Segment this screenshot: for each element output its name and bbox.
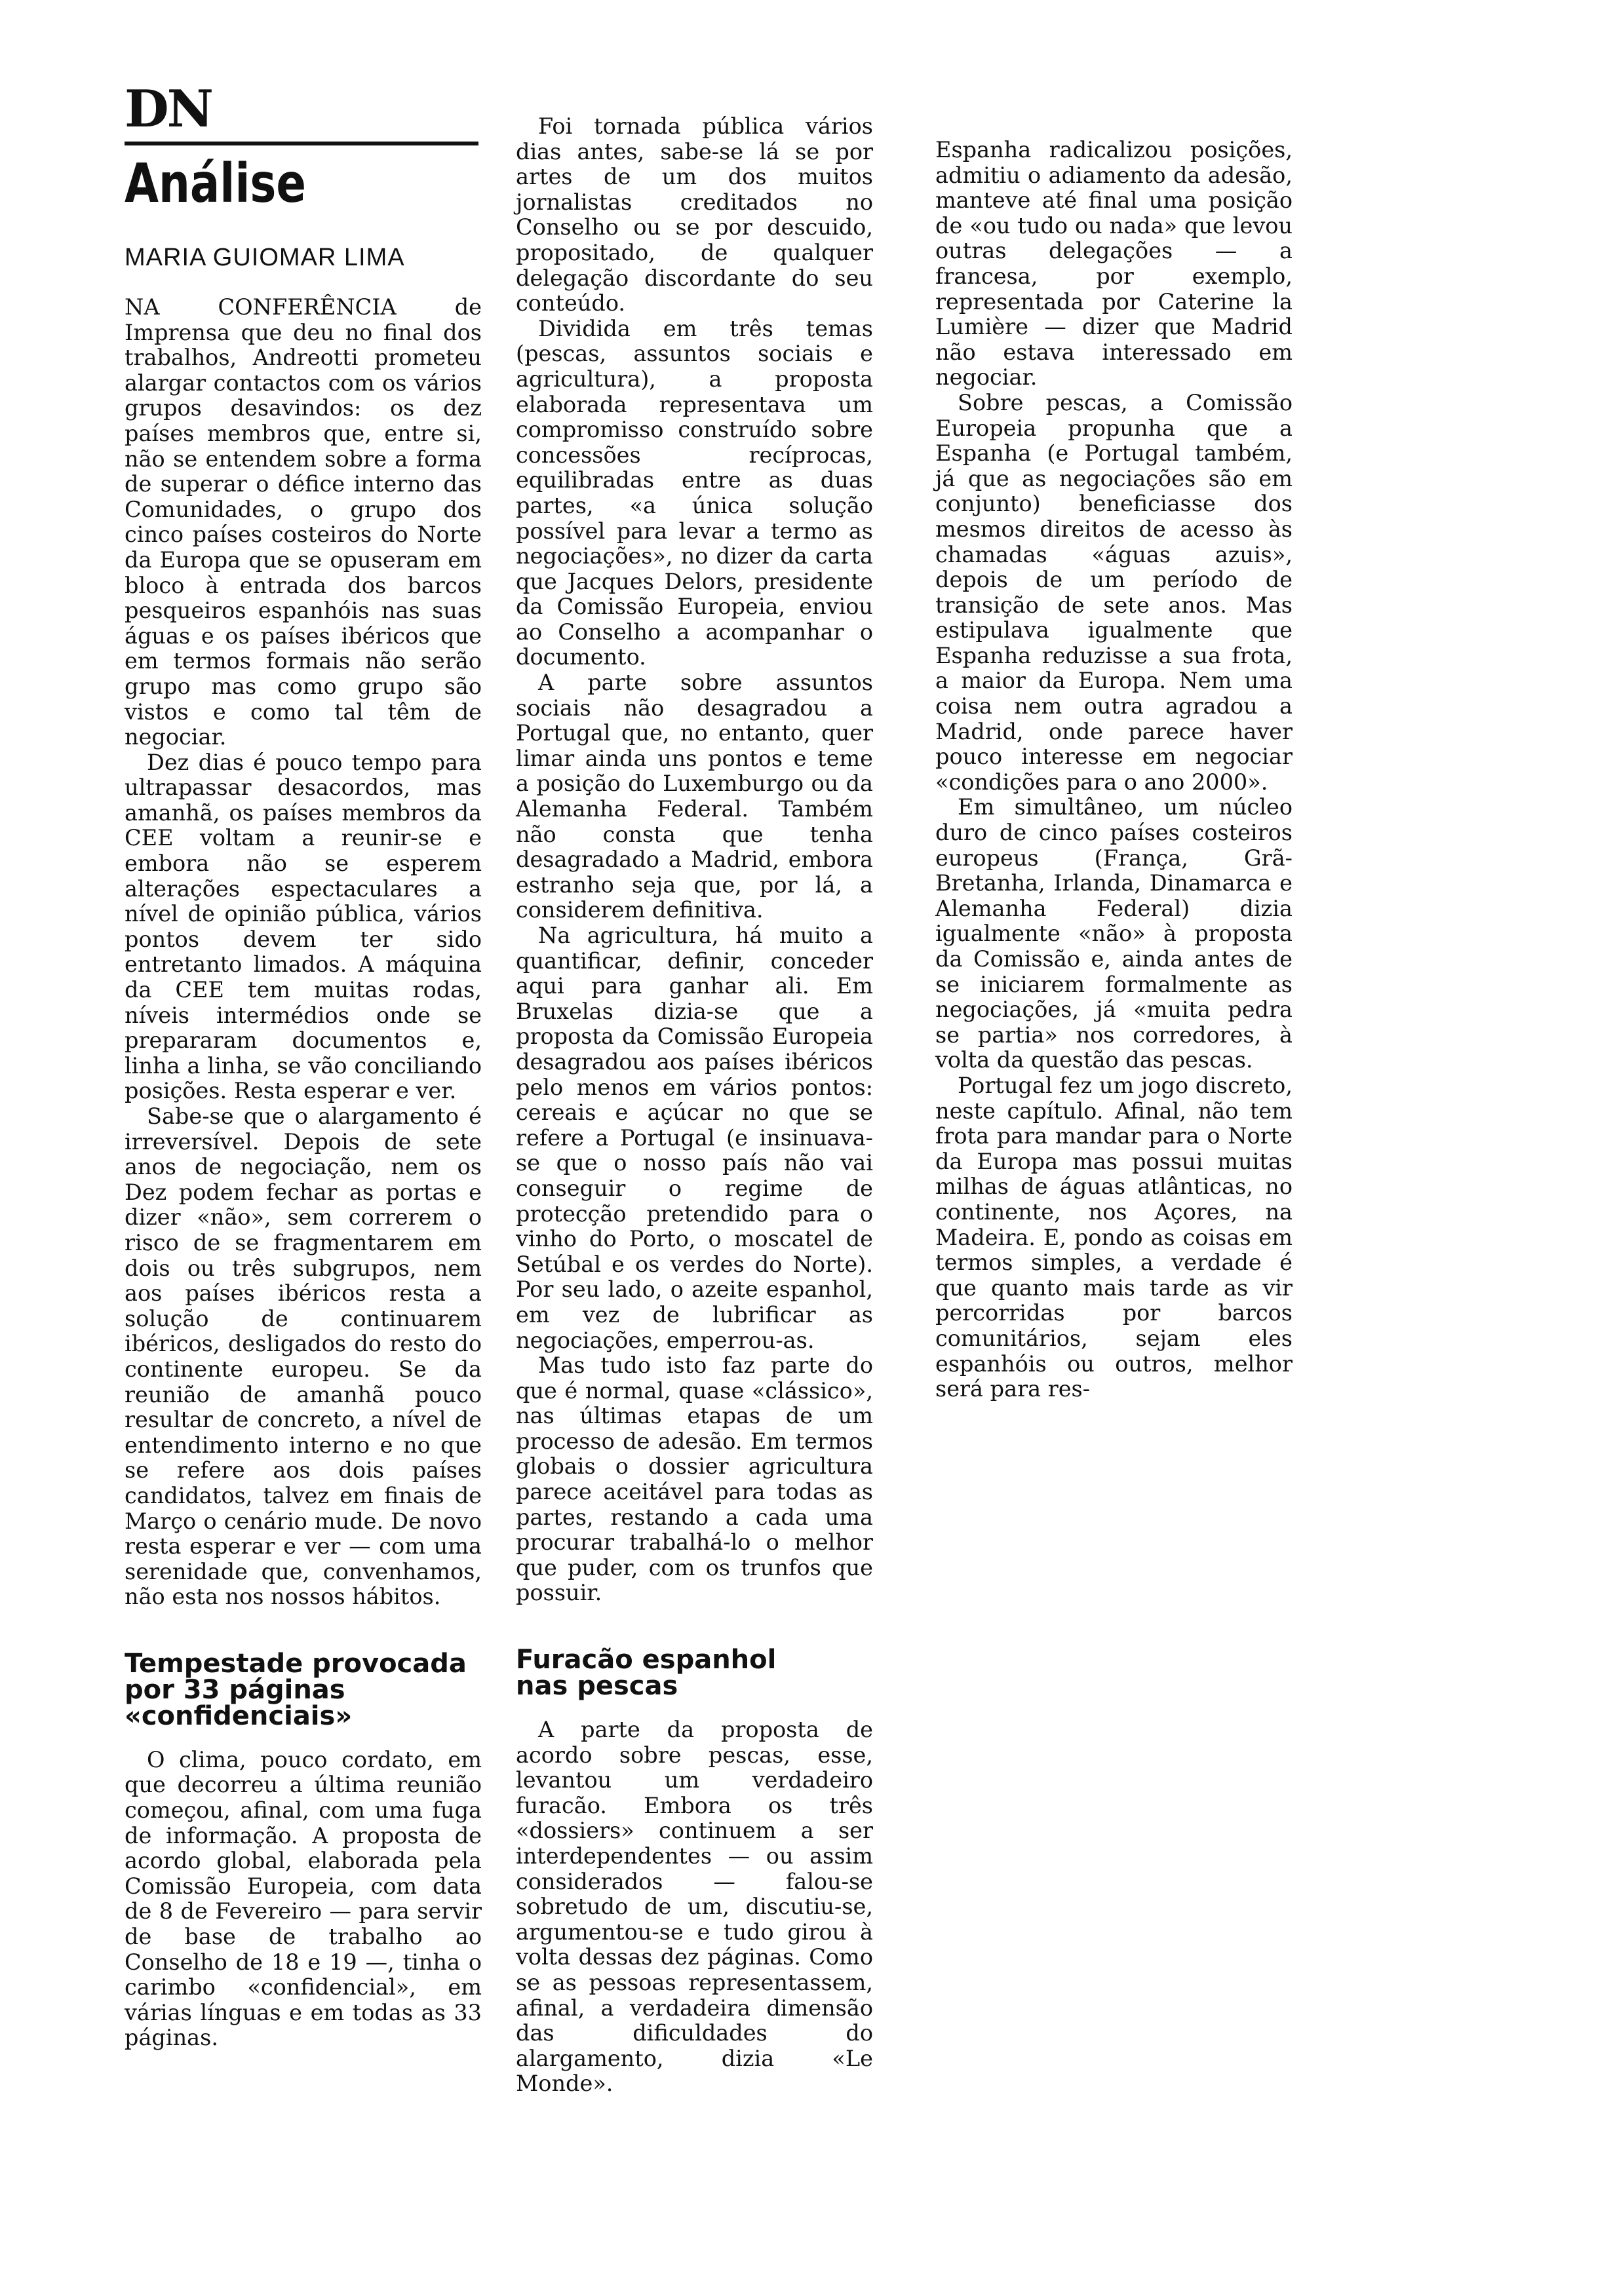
article-column-2 xyxy=(516,114,873,2097)
paragraph: Dez dias é pouco tempo para ultrapassar desacordos, mas amanhã, os países membros da CEE voltam a reunir-se e embora não se esperem alterações espectaculares a nível de opinião pública, vários pontos devem ter sido entretanto limados. A máquina da CEE tem muitas rodas, níveis intermédios onde se prepararam documentos e, linha a linha, se vão conciliando posições. Resta esperar e ver. xyxy=(125,749,482,1104)
subheading-line: Tempestade provocada xyxy=(125,1648,467,1679)
subheading-line: nas pescas xyxy=(516,1671,678,1702)
newspaper-logo: DN xyxy=(125,79,212,139)
paragraph: Foi tornada pública vários dias antes, sabe-se lá se por artes de um dos muitos jornalistas creditados no Conselho ou se por descuido, propositado, de qualquer delegação discordante do seu conteúdo. xyxy=(516,113,873,316)
masthead xyxy=(125,79,478,215)
paragraph: NA CONFERÊNCIA de Imprensa que deu no final dos trabalhos, Andreotti prometeu alargar contactos com os vários grupos desavindos: os dez países membros que, entre si, não se entendem sobre a forma de superar o défice interno das Comunidades, o grupo dos cinco países costeiros do Norte da Europa que se opuseram em bloco à entrada dos barcos pesqueiros espanhóis nas suas águas e os países ibéricos que em termos formais não serão grupo mas como grupo são vistos e como tal têm de negociar. xyxy=(125,294,482,750)
paragraph: O clima, pouco cordato, em que decorreu a última reunião começou, afinal, com uma fuga de informação. A proposta de acordo global, elaborada pela Comissão Europeia, com data de 8 de Fevereiro — para servir de base de trabalho ao Conselho de 18 e 19 —, tinha o carimbo «confidencial», em várias línguas e em todas as 33 páginas. xyxy=(125,1746,482,2051)
paragraph: A parte da proposta de acordo sobre pescas, esse, levantou um verdadeiro furacão. Embora os três «dossiers» continuem a ser interdependentes — ou assim considerados — falou-se sobretudo de um, discutiu-se, argumentou-se e tudo girou à volta dessas dez páginas. Como se as pessoas representassem, afinal, a verdadeira dimensão das dificuldades do alargamento, dizia «Le Monde». xyxy=(516,1717,873,2097)
subheading xyxy=(125,1648,482,1731)
subheading-line: «confidenciais» xyxy=(125,1700,353,1731)
paragraph: Portugal fez um jogo discreto, neste capítulo. Afinal, não tem frota para mandar para o Norte da Europa mas possui muitas milhas de águas atlânticas, no continente, nos Açores, na Madeira. E, pondo as coisas em termos simples, a verdade é que quanto mais tarde as vir percorridas por barcos comunitários, sejam eles espanhóis ou outros, melhor será para res- xyxy=(935,1072,1293,1402)
subheading-line: Furacão espanhol xyxy=(516,1645,777,1675)
byline: MARIA GUIOMAR LIMA xyxy=(125,244,405,271)
paragraph: Mas tudo isto faz parte do que é normal, quase «clássico», nas últimas etapas de um processo de adesão. Em termos globais o dossier agricultura parece aceitável para todas as partes, restando a cada uma procurar trabalhá-lo o melhor que puder, com os trunfos que possuir. xyxy=(516,1352,873,1606)
paragraph: Sobre pescas, a Comissão Europeia propunha que a Espanha (e Portugal também, já que as negociações são em conjunto) beneficiasse dos mesmos direitos de acesso às chamadas «águas azuis», depois de um período de transição de sete anos. Mas estipulava igualmente que Espanha reduzisse a sua frota, a maior da Europa. Nem uma coisa nem outra agradou a Madrid, onde parece haver pouco interesse em negociar «condições para o ano 2000». xyxy=(935,389,1293,795)
paragraph: Na agricultura, há muito a quantificar, definir, conceder aqui para ganhar ali. Em Bruxelas dizia-se que a proposta da Comissão Europeia desagradou aos países ibéricos pelo menos em vários pontos: cereais e açúcar no que se refere a Portugal (e insinuava-se que o nosso país não vai conseguir o regime de protecção pretendido para o vinho do Porto, o moscatel de Setúbal e os verdes do Norte). Por seu lado, o azeite espanhol, em vez de lubrificar as negociações, emperrou-as. xyxy=(516,923,873,1353)
paragraph: Espanha radicalizou posições, admitiu o adiamento da adesão, manteve até final uma posição de «ou tudo ou nada» que levou outras delegações — a francesa, por exemplo, representada por Caterine la Lumière — dizer que Madrid não estava interessado em negociar. xyxy=(935,137,1293,391)
section-title: Análise xyxy=(125,153,307,215)
paragraph: Dividida em três temas (pescas, assuntos sociais e agricultura), a proposta elaborada representava um compromisso construído sobre concessões recíprocas, equilibradas entre as duas partes, «a única solução possível para levar a termo as negociações», no dizer da carta que Jacques Delors, presidente da Comissão Europeia, enviou ao Conselho a acompanhar o documento. xyxy=(516,315,873,670)
article-column-3 xyxy=(935,138,1293,1402)
paragraph: Sabe-se que o alargamento é irreversível. Depois de sete anos de negociação, nem os Dez podem fechar as portas e dizer «não», sem correrem o risco de se fragmentarem em dois ou três subgrupos, nem aos países ibéricos resta a solução de continuarem ibéricos, desligados do resto do continente europeu. Se da reunião de amanhã pouco resultar de concreto, a nível de entendimento interno e no que se refere aos dois países candidatos, talvez em finais de Março o cenário mude. De novo resta esperar e ver — com uma serenidade que, convenhamos, não esta nos nossos hábitos. xyxy=(125,1103,482,1610)
paragraph: Em simultâneo, um núcleo duro de cinco países costeiros europeus (França, Grã-Bretanha, Irlanda, Dinamarca e Alemanha Federal) dizia igualmente «não» à proposta da Comissão e, ainda antes de se iniciarem formalmente as negociações, já «muita pedra se partia» nos corredores, à volta da questão das pescas. xyxy=(935,794,1293,1073)
masthead-rule xyxy=(125,142,478,145)
paragraph: A parte sobre assuntos sociais não desagradou a Portugal que, no entanto, quer limar ainda uns pontos e teme a posição do Luxemburgo ou da Alemanha Federal. Também não consta que tenha desagradado a Madrid, embora estranho seja que, por lá, a considerem definitiva. xyxy=(516,670,873,923)
subheading xyxy=(516,1645,873,1702)
subheading-line: por 33 páginas xyxy=(125,1674,345,1705)
article-column-1 xyxy=(125,295,482,2051)
